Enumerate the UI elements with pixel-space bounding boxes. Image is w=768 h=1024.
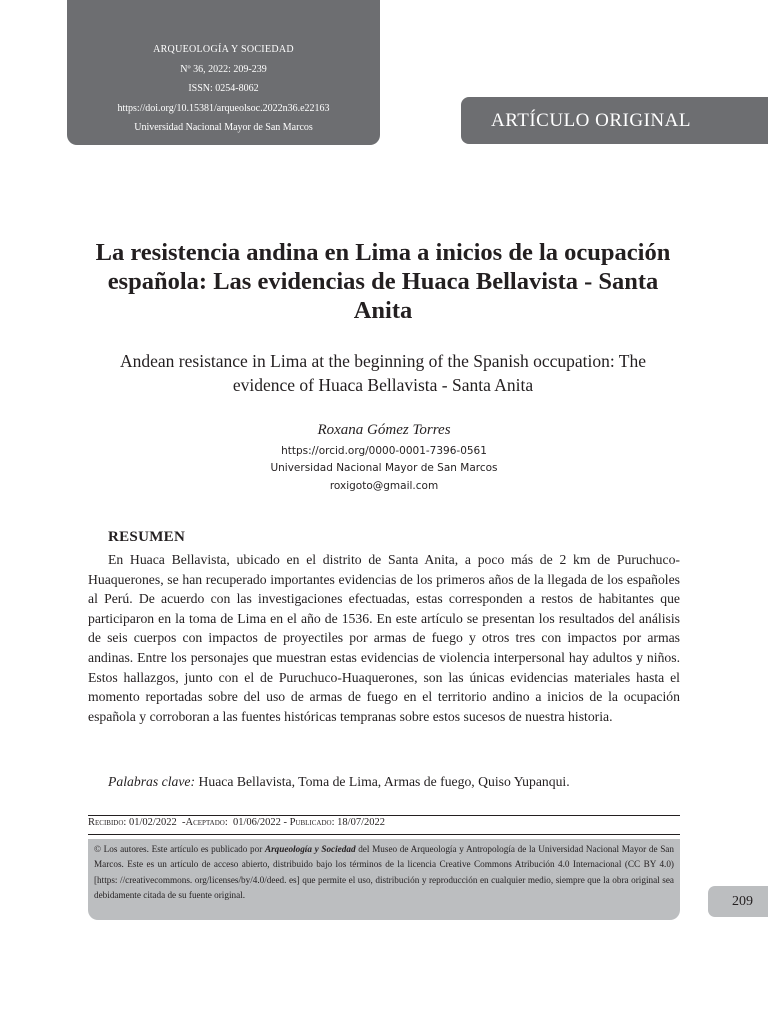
journal-issue: Nº 36, 2022: 209-239 bbox=[180, 63, 267, 75]
page-number: 209 bbox=[708, 886, 768, 917]
accepted-date: 01/06/2022 bbox=[233, 817, 281, 828]
divider-bottom bbox=[88, 834, 680, 835]
keywords-label: Palabras clave: bbox=[108, 774, 196, 789]
author-name: Roxana Gómez Torres bbox=[317, 422, 451, 438]
journal-info-box bbox=[67, 0, 380, 145]
author-email-link[interactable]: roxigoto@gmail.com bbox=[329, 480, 439, 492]
author-orcid-link[interactable]: https://orcid.org/0000-0001-7396-0561 bbox=[281, 445, 487, 457]
license-box bbox=[88, 839, 680, 920]
divider-top bbox=[88, 815, 680, 816]
published-date: 18/07/2022 bbox=[337, 817, 385, 828]
article-subtitle: Andean resistance in Lima at the beginning of the Spanish occupation: The evidence of Huaca Bellavista - Santa Anita bbox=[120, 351, 646, 395]
article-type-label: ARTÍCULO ORIGINAL bbox=[461, 97, 768, 144]
publication-dates: Recibido: 01/02/2022 -Aceptado: 01/06/2022 - Publicado: 18/07/2022 bbox=[88, 817, 385, 828]
journal-issn: ISSN: 0254-8062 bbox=[188, 83, 259, 94]
abstract-heading: RESUMEN bbox=[108, 529, 186, 545]
received-date: 01/02/2022 bbox=[128, 817, 177, 828]
license-text-start: © Los autores. Este artículo es publicado por bbox=[94, 844, 265, 854]
article-title: La resistencia andina en Lima a inicios de la ocupación española: Las evidencias de Huaca Bellavista - Santa Anita bbox=[95, 239, 671, 324]
keywords-line bbox=[108, 774, 570, 790]
journal-name: ARQUEOLOGÍA Y SOCIEDAD bbox=[153, 44, 294, 55]
published-label: Publicado: bbox=[289, 817, 335, 828]
accepted-label: Aceptado: bbox=[185, 817, 228, 828]
license-text-end: del Museo de Arqueología y Antropología de la Universidad Nacional Mayor de San Marcos. Este es un artículo de acceso abierto, distribuido bajo los términos de la licencia Creative Commons Atribución 4.0 Internacional (CC BY 4.0) [https: //creativecommons. org/licenses/by/4.0/deed. es] que permite el uso, distribución y reproducción en cualquier medio, siempre que la obra original sea debidamente citada de su fuente original. bbox=[94, 844, 674, 901]
journal-university: Universidad Nacional Mayor de San Marcos bbox=[134, 122, 313, 133]
license-journal-name: Arqueología y Sociedad bbox=[264, 844, 356, 854]
keywords-value: Huaca Bellavista, Toma de Lima, Armas de fuego, Quiso Yupanqui. bbox=[198, 774, 570, 789]
author-affiliation: Universidad Nacional Mayor de San Marcos bbox=[270, 462, 498, 474]
received-label: Recibido: bbox=[88, 817, 127, 828]
journal-doi-link[interactable]: https://doi.org/10.15381/arqueolsoc.2022n36.e22163 bbox=[117, 102, 330, 114]
abstract-text: En Huaca Bellavista, ubicado en el distrito de Santa Anita, a poco más de 2 km de Puruchuco-Huaquerones, se han recuperado importantes evidencias de los primeros años de la llegada de los españoles al Perú. De acuerdo con las investigaciones efectuadas, estas corresponden a restos de habitantes que participaron en la toma de Lima en el año de 1536. En este artículo se presentan los resultados del análisis de seis cuerpos con impactos de proyectiles por armas de fuego y otros tres con impactos por armas andinas. Entre los personajes que muestran estas evidencias de violencia interpersonal hay adultos y niños. Estos hallazgos, junto con el de Puruchuco-Huaquerones, son las únicas evidencias materiales hasta el momento reportadas sobre del uso de armas de fuego en el territorio andino a inicios de la ocupación española y corroboran a las fuentes históricas tempranas sobre estos sucesos de nuestra historia. bbox=[88, 552, 680, 724]
